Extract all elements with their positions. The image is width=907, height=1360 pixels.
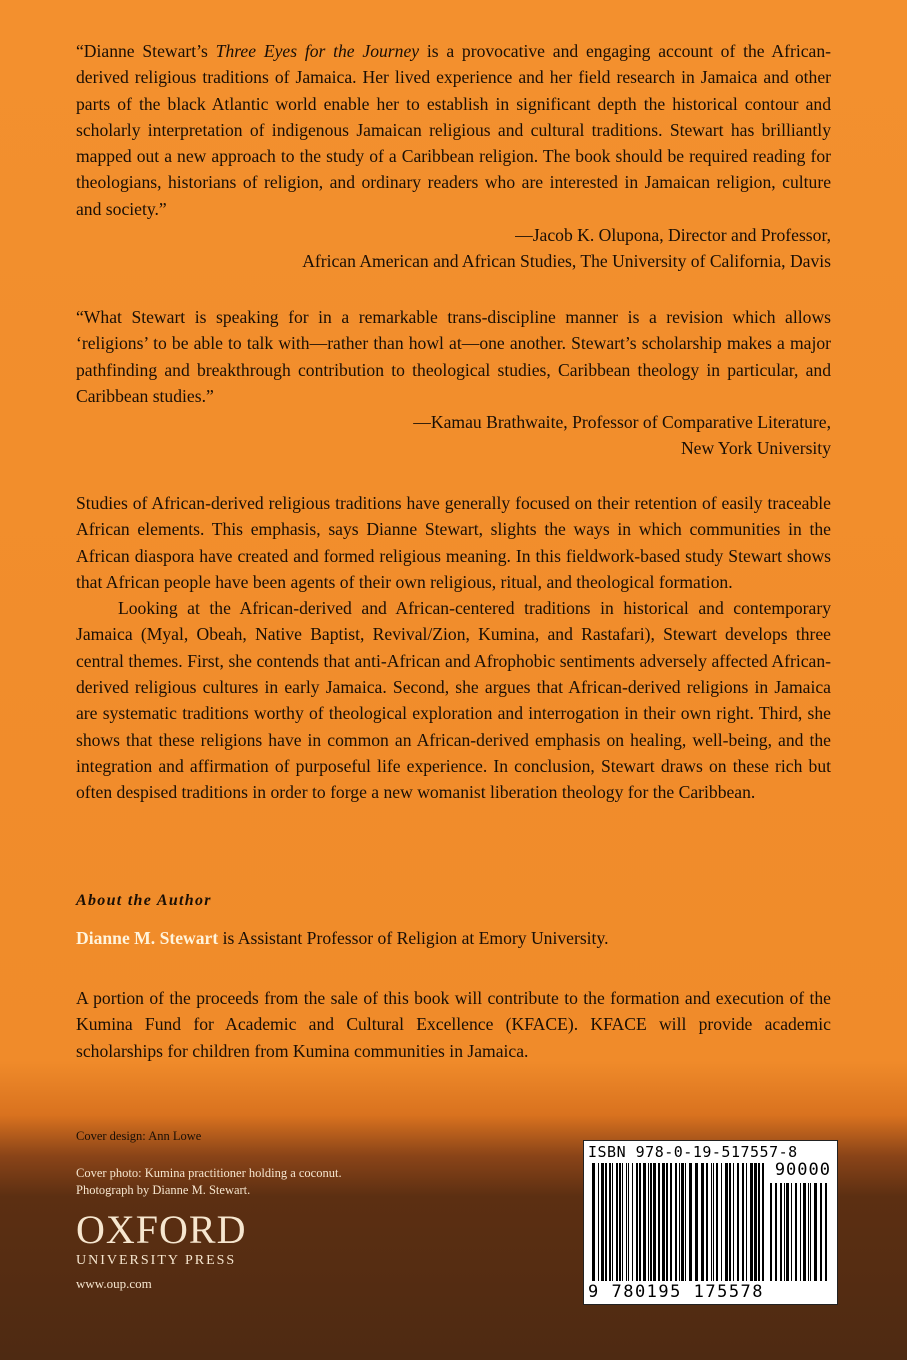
barcode-bar (729, 1163, 731, 1281)
barcode-bar (737, 1163, 739, 1281)
price-code: 90000 (774, 1160, 831, 1180)
author-role: is Assistant Professor of Religion at Emory University. (218, 928, 609, 948)
barcode-bar (742, 1163, 744, 1281)
barcode-bars-icon (592, 1163, 764, 1281)
barcode-bar (626, 1163, 627, 1281)
barcode-bar (639, 1163, 641, 1281)
barcode-bar (679, 1163, 680, 1281)
barcode-bar (810, 1183, 811, 1281)
barcode-bar (716, 1163, 718, 1281)
barcode-bar (814, 1183, 817, 1281)
publisher-subtitle: UNIVERSITY PRESS (76, 1253, 237, 1268)
author-name: Dianne M. Stewart (76, 928, 219, 948)
about-author-heading: About the Author (76, 892, 212, 909)
barcode-bar (685, 1163, 686, 1281)
barcode-bar (592, 1163, 595, 1281)
quote-brathwaite (76, 304, 831, 462)
barcode-bar (643, 1163, 646, 1281)
barcode-bar (725, 1163, 728, 1281)
barcode-bar (780, 1183, 782, 1281)
isbn-label: ISBN 978-0-19-517557-8 (588, 1143, 798, 1161)
quote-brathwaite-text: “What Stewart is speaking for in a remarkable trans-discipline manner is a revision which allows ‘religions’ to be able to talk with—rather than howl at—one another. Stewart’s scholarship makes a major pathfinding and breakthrough contribution to theological studies, Caribbean theology in particular, and Caribbean studies.” (76, 307, 831, 406)
barcode-bar (746, 1163, 747, 1281)
barcode-bar (650, 1163, 652, 1281)
barcode-bar (670, 1163, 672, 1281)
book-title: Three Eyes for the Journey (215, 41, 420, 61)
barcode-bar (628, 1163, 629, 1281)
barcode-bar (721, 1163, 722, 1281)
barcode-bar (803, 1183, 806, 1281)
barcode-bar (701, 1163, 704, 1281)
price-barcode-bars-icon (770, 1183, 828, 1281)
book-description (76, 490, 831, 806)
barcode-bar (754, 1163, 757, 1281)
barcode-bar (612, 1163, 613, 1281)
quote-olupona-text: “Dianne Stewart’s Three Eyes for the Journey is a provocative and engaging account of the African-derived religious traditions of Jamaica. Her lived experience and her field research in Jamaica and other parts of the black Atlantic world enable her to establish in significant depth the historical contour and scholarly interpretation of indigenous Jamaican religious and cultural traditions. Stewart has brilliantly mapped out a new approach to the study of a Caribbean religion. The book should be required reading for theologians, historians of religion, and ordinary readers who are interested in Jamaican religion, culture and society.” (76, 41, 832, 219)
quote-olupona-attribution-1: —Jacob K. Olupona, Director and Professor, (515, 225, 831, 246)
barcode-bar (784, 1183, 785, 1281)
barcode-bar (622, 1163, 623, 1281)
barcode-bar (601, 1163, 604, 1281)
barcode-bar (800, 1183, 801, 1281)
cover-design-credit: Cover design: Ann Lowe (76, 1129, 202, 1143)
cover-photo-line-1: Cover photo: Kumina practitioner holding a coconut. (76, 1166, 342, 1180)
cover-photo-line-2: Photograph by Dianne M. Stewart. (76, 1183, 251, 1197)
barcode-bar (636, 1163, 638, 1281)
author-bio (76, 928, 609, 949)
isbn-barcode (583, 1140, 838, 1305)
barcode-bar (713, 1163, 714, 1281)
quote-brathwaite-attribution-1: —Kamau Brathwaite, Professor of Comparative Literature, (413, 412, 831, 433)
barcode-bar (605, 1163, 607, 1281)
barcode-bar (733, 1163, 734, 1281)
barcode-digits: 9 780195 175578 (588, 1282, 765, 1302)
barcode-bar (775, 1183, 777, 1281)
barcode-bar (825, 1183, 827, 1281)
publisher-url: www.oup.com (76, 1276, 152, 1291)
barcode-bar (609, 1163, 611, 1281)
description-paragraph-1: Studies of African-derived religious traditions have generally focused on their retention of easily traceable African elements. This emphasis, says Dianne Stewart, slights the ways in which communities in the African diaspora have created and formed religious meaning. In this fieldwork-based study Stewart shows that African people have been agents of their own religious, ritual, and theological formation. (76, 493, 831, 592)
proceeds-note (76, 985, 831, 1064)
description-paragraph-2: Looking at the African-derived and African-centered traditions in historical and contemporary Jamaica (Myal, Obeah, Native Baptist, Revival/Zion, Kumina, and Rastafari), Stewart develops three central themes. First, she contends that anti-African and Afrophobic sentiments adversely affected African-derived religious cultures in early Jamaica. Second, she argues that African-derived religions in Jamaica are systematic traditions worthy of theological exploration and interrogation in their own right. Third, she shows that these religions have in common an African-derived emphasis on healing, well-being, and the integration and affirmation of purposeful life experience. In conclusion, Stewart draws on these rich but often despised traditions in order to forge a new womanist liberation theology for the Caribbean. (76, 598, 831, 803)
cover-photo-credit (76, 1165, 342, 1199)
barcode-bar (689, 1163, 692, 1281)
barcode-bar (619, 1163, 621, 1281)
barcode-bar (808, 1183, 809, 1281)
barcode-bar (750, 1163, 753, 1281)
publisher-logo (76, 1207, 247, 1269)
quote-olupona (76, 38, 831, 275)
barcode-bar (666, 1163, 668, 1281)
barcode-bar (770, 1183, 772, 1281)
barcode-bar (795, 1183, 797, 1281)
barcode-bar (695, 1163, 698, 1281)
barcode-bar (648, 1163, 649, 1281)
barcode-bar (681, 1163, 684, 1281)
barcode-bar (658, 1163, 660, 1281)
barcode-bar (786, 1183, 789, 1281)
barcode-bar (758, 1163, 760, 1281)
quote-brathwaite-attribution-2: New York University (680, 438, 831, 459)
publisher-name: OXFORD (76, 1207, 247, 1252)
barcode-bar (662, 1163, 665, 1281)
quote-olupona-attribution-2: African American and African Studies, The University of California, Davis (302, 251, 831, 272)
barcode-bar (616, 1163, 618, 1281)
barcode-bar (675, 1163, 677, 1281)
barcode-bar (791, 1183, 792, 1281)
barcode-bar (632, 1163, 633, 1281)
barcode-bar (653, 1163, 656, 1281)
proceeds-text: A portion of the proceeds from the sale of this book will contribute to the formation and execution of the Kumina Fund for Academic and Cultural Excellence (KFACE). KFACE will provide academic scholarships for children from Kumina communities in Jamaica. (76, 988, 831, 1061)
barcode-bar (711, 1163, 712, 1281)
barcode-bar (598, 1163, 599, 1281)
barcode-bar (706, 1163, 708, 1281)
barcode-bar (762, 1163, 764, 1281)
barcode-bar (820, 1183, 822, 1281)
